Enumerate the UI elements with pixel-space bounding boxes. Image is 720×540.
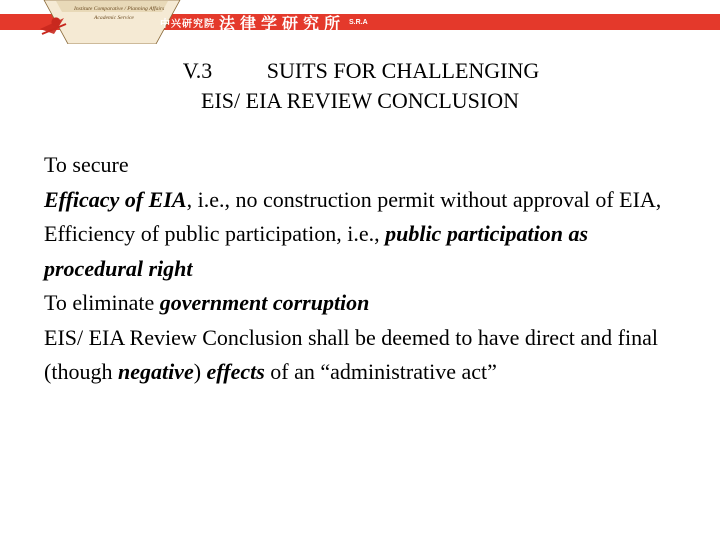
logo-line-1: Institute Comparative / Planning Affairs [74, 6, 165, 12]
body-emphasis: effects [206, 359, 265, 384]
body-text: To eliminate [44, 290, 160, 315]
body-emphasis: Efficacy of EIA [44, 186, 187, 212]
title-line-1 [0, 56, 720, 86]
body-emphasis: negative [117, 359, 194, 384]
body-text: of an “administrative act” [264, 359, 497, 384]
body-paragraph [44, 183, 684, 218]
body-paragraph: To secure [44, 152, 129, 177]
body-paragraph [44, 321, 684, 390]
org-name-main: 法律学研究所 [219, 13, 346, 33]
body-text: EIS/ EIA Review Conclusion shall be deemed to have direct and final (though [44, 324, 659, 384]
body-text: Efficiency of public participation, i.e., [44, 221, 386, 246]
section-number: V.3 [182, 58, 213, 83]
body-emphasis: government corruption [159, 290, 370, 315]
title-text-1: SUITS FOR CHALLENGING [266, 58, 540, 83]
slide-body [44, 148, 684, 390]
title-line-2: EIS/ EIA REVIEW CONCLUSION [201, 88, 519, 113]
slide-title [0, 56, 720, 116]
body-paragraph [44, 217, 684, 286]
body-text: , i.e., no construction permit without approval of EIA, [186, 186, 662, 212]
organization-name [160, 13, 368, 31]
header-bar [0, 0, 720, 44]
body-paragraph [44, 286, 684, 321]
org-name-small: 中兴研究院 [160, 18, 215, 30]
body-emphasis: public participation as procedural right [44, 221, 589, 281]
org-name-suffix: S.R.A [349, 18, 368, 26]
logo-line-2: Academic Service [94, 15, 134, 21]
body-text: ) [193, 359, 207, 384]
